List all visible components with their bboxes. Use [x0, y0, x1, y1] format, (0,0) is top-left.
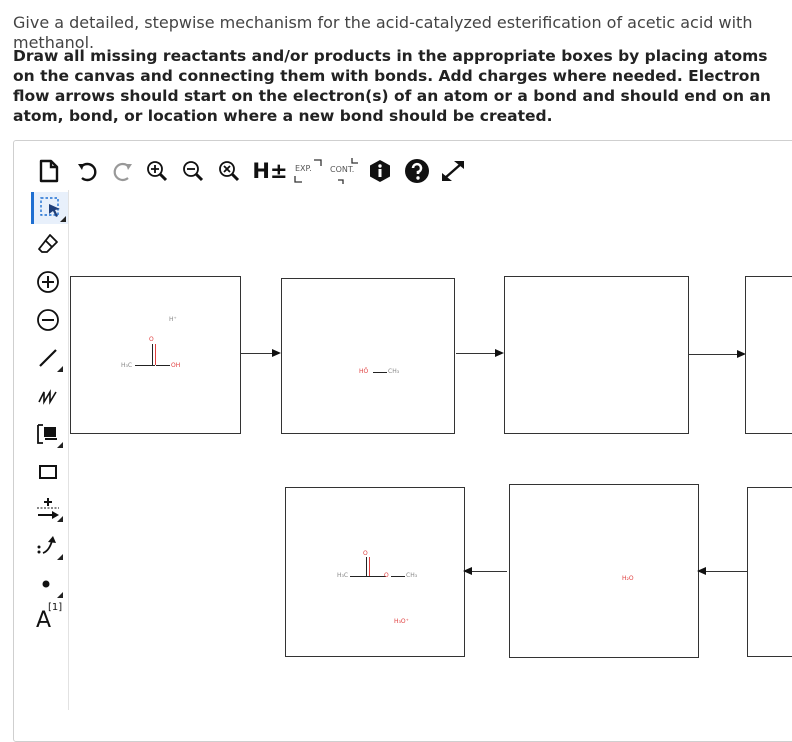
rectangle-tool[interactable] [31, 456, 65, 488]
radical-tool[interactable] [31, 568, 65, 600]
c-c-bond [135, 365, 155, 366]
c-o-double-bond-b [155, 344, 156, 365]
new-document-icon [39, 159, 59, 183]
positive-charge-tool[interactable] [31, 266, 65, 298]
zoom-reset-icon [217, 159, 241, 183]
editor-top-toolbar [30, 152, 500, 190]
hydroxyl-label: OH [171, 362, 181, 369]
ester-carbonyl-oxygen-label: O [363, 550, 368, 557]
eraser-icon [36, 232, 60, 256]
fullscreen-button[interactable] [438, 156, 468, 186]
reaction-arrow-2[interactable] [456, 353, 502, 354]
mechanism-box-3[interactable] [504, 276, 689, 434]
acetyl-methyl-label: H₃C [337, 572, 349, 579]
c-o-double-bond-a [152, 344, 153, 365]
ester-double-bond-b [369, 557, 370, 577]
template-tool-submenu-indicator [57, 442, 63, 448]
o-c-bond [373, 372, 387, 373]
atom-label-tool[interactable] [31, 600, 65, 634]
redo-icon [112, 160, 134, 182]
ester-double-bond-a [366, 557, 367, 577]
mechanism-box-4[interactable] [745, 276, 792, 434]
bond-tool-submenu-indicator [57, 366, 63, 372]
info-icon [369, 159, 391, 183]
contract-label: CONT. [330, 165, 355, 174]
plus-charge-icon [36, 270, 60, 294]
arrow-tool-submenu-indicator [57, 516, 63, 522]
methanol-oxygen-label: HÖ [359, 368, 369, 375]
zoom-reset-button[interactable] [216, 156, 242, 186]
ester-c-c-bond [350, 576, 370, 577]
reaction-arrow-6[interactable] [465, 571, 507, 572]
reaction-arrow-5[interactable] [699, 571, 747, 572]
o-ch3-bond [391, 576, 405, 577]
negative-charge-tool[interactable] [31, 304, 65, 336]
hydrogen-toggle-button[interactable]: H± [252, 159, 288, 183]
curved-arrow-submenu-indicator [57, 554, 63, 560]
fullscreen-icon [439, 158, 467, 184]
expand-button[interactable] [292, 156, 326, 186]
select-tool-submenu-indicator [60, 216, 66, 222]
chain-tool[interactable] [31, 380, 65, 412]
expand-label: EXP. [295, 164, 312, 173]
reaction-arrow-3[interactable] [689, 354, 744, 355]
zoom-out-icon [181, 159, 205, 183]
undo-button[interactable] [74, 156, 100, 186]
eraser-tool[interactable] [31, 228, 65, 260]
zigzag-chain-icon [36, 384, 60, 408]
select-tool[interactable] [31, 192, 68, 224]
methoxy-methyl-label: CH₃ [406, 572, 418, 579]
mechanism-box-7[interactable] [285, 487, 465, 657]
zoom-out-button[interactable] [180, 156, 206, 186]
mechanism-box-1[interactable] [70, 276, 241, 434]
redo-button[interactable] [110, 156, 136, 186]
methyl-label: H₃C [121, 362, 133, 369]
instructions-text: Draw all missing reactants and/or products in the appropriate boxes by placing atoms on the canvas and connecting them with bonds. Add charges where needed. Electron flow arrows should start on the electron(s) of an atom or a bond and should end on an atom, bond, or location where a new bond should be created. [13, 47, 771, 125]
contract-bracket-icon [330, 156, 364, 186]
atom-label-superscript: [1] [48, 602, 63, 613]
carbonyl-oxygen-label: O [149, 336, 154, 343]
help-button[interactable] [402, 156, 432, 186]
radical-tool-submenu-indicator [57, 592, 63, 598]
new-document-button[interactable] [36, 156, 62, 186]
single-bond-tool[interactable] [31, 342, 65, 374]
mechanism-box-6[interactable] [509, 484, 699, 658]
zoom-in-icon [145, 159, 169, 183]
atom-label-letter: A [36, 608, 52, 633]
methanol-methyl-label: CH₃ [388, 368, 400, 375]
ester-oxygen-label: O [384, 572, 389, 579]
undo-icon [76, 160, 98, 182]
water-label: H₂O [622, 575, 634, 582]
proton-label: H⁺ [169, 316, 177, 323]
editor-left-toolbar [28, 190, 69, 710]
info-button[interactable] [366, 156, 394, 186]
contract-button[interactable] [330, 156, 364, 186]
minus-charge-icon [36, 308, 60, 332]
expand-bracket-icon [292, 156, 326, 186]
c-oh-bond [156, 365, 170, 366]
electron-flow-arrow-tool[interactable] [31, 530, 65, 562]
hydronium-label: H₃O⁺ [394, 618, 409, 625]
template-tool[interactable] [31, 418, 65, 450]
reaction-arrow-tool[interactable] [31, 492, 65, 524]
zoom-in-button[interactable] [144, 156, 170, 186]
help-icon [404, 158, 430, 184]
question-text: Give a detailed, stepwise mechanism for the acid-catalyzed esterification of acetic acid with methanol. [13, 13, 753, 52]
reaction-arrow-1[interactable] [241, 353, 279, 354]
rectangle-icon [36, 460, 60, 484]
mechanism-box-2[interactable] [281, 278, 455, 434]
drawing-canvas[interactable] [69, 191, 792, 708]
mechanism-box-5[interactable] [747, 487, 792, 657]
